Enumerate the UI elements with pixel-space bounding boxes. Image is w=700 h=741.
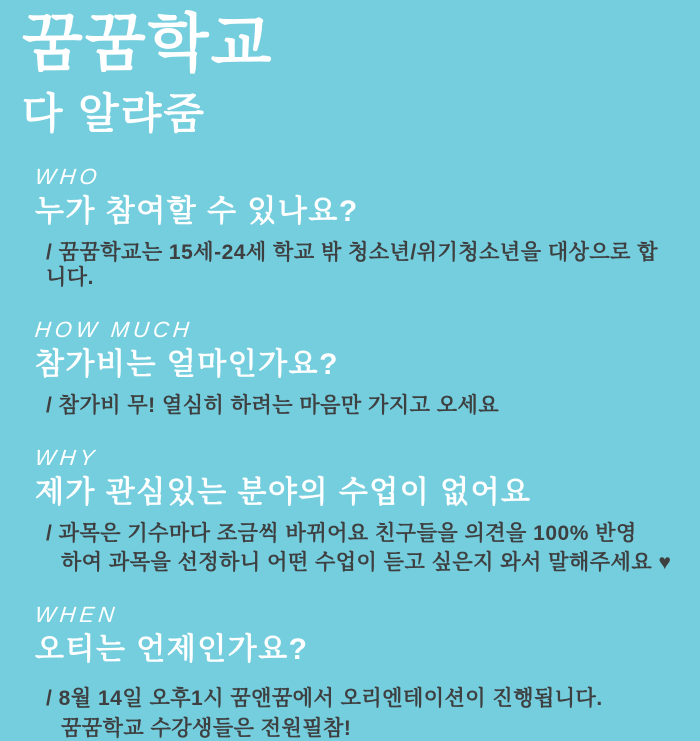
section-how-much-label: HOW MUCH	[33, 316, 195, 342]
poster-subtitle: 다 알랴줌	[22, 90, 206, 138]
section-why-heading: 제가 관심있는 분야의 수업이 없어요	[35, 476, 532, 510]
section-how-much-heading: 참가비는 얼마인가요?	[35, 347, 339, 381]
section-why-label: WHY	[33, 445, 100, 471]
section-who-body-line: / 꿈꿈학교는 15세-24세 학교 밖 청소년/위기청소년을 대상으로 합니다.	[46, 240, 659, 289]
section-why-body-line: / 과목은 기수마다 조금씩 바뀌어요 친구들을 의견을 100% 반영	[46, 522, 637, 546]
section-who-label: WHO	[33, 163, 103, 189]
section-when-heading: 오티는 언제인가요?	[35, 633, 309, 667]
section-why	[22, 445, 678, 575]
section-who	[22, 164, 678, 290]
section-when-label: WHEN	[33, 602, 120, 628]
poster-title: 꿈꿈학교	[22, 9, 274, 79]
section-how-much-body-line: / 참가비 무! 열심히 하려는 마음만 가지고 오세요	[46, 393, 500, 417]
section-when-body-line: 꿈꿈학교 수강생들은 전원필참!	[61, 716, 352, 740]
section-who-heading: 누가 참여할 수 있나요?	[35, 194, 359, 228]
section-when	[22, 602, 678, 740]
section-when-body-line: / 8월 14일 오후1시 꿈앤꿈에서 오리엔테이션이 진행됩니다.	[46, 687, 603, 711]
section-how-much	[22, 317, 678, 418]
section-why-body-line: 하여 과목을 선정하니 어떤 수업이 듣고 싶은지 와서 말해주세요 ♥	[61, 551, 672, 575]
